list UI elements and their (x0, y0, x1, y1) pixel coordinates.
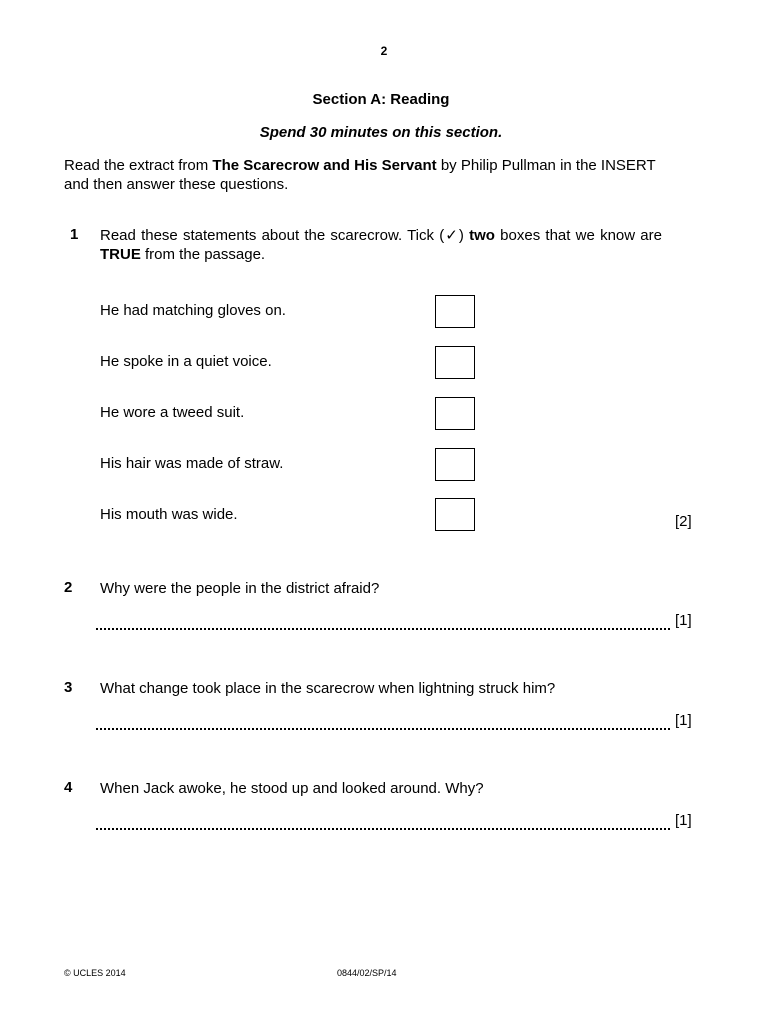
question-4-text: When Jack awoke, he stood up and looked around. Why? (100, 780, 484, 797)
statement-3: He wore a tweed suit. (100, 404, 245, 421)
page-number: 2 (380, 44, 388, 58)
footer-paper-code: 0844/02/SP/14 (337, 968, 397, 978)
book-title: The Scarecrow and His Servant (212, 157, 437, 174)
intro-suffix: by Philip Pullman in the INSERT and then answer these questions. (64, 157, 656, 193)
question-3-marks: [1] (675, 712, 692, 729)
q1-text-b: boxes that we know are (494, 227, 662, 244)
question-2-text: Why were the people in the district afraid? (100, 580, 380, 597)
intro-prefix: Read the extract from (64, 157, 213, 174)
question-1-marks: [2] (675, 513, 692, 530)
statement-5: His mouth was wide. (100, 506, 238, 523)
question-1-text (100, 226, 662, 264)
question-1-number: 1 (70, 226, 79, 243)
question-2-marks: [1] (675, 612, 692, 629)
section-instruction: Spend 30 minutes on this section. (259, 124, 503, 141)
answer-line-4[interactable] (96, 828, 670, 830)
footer-copyright: © UCLES 2014 (64, 968, 126, 978)
answer-line-2[interactable] (96, 628, 670, 630)
tick-box-1[interactable] (435, 295, 475, 328)
question-4-number: 4 (64, 779, 73, 796)
statement-2: He spoke in a quiet voice. (100, 353, 272, 370)
statement-4: His hair was made of straw. (100, 455, 284, 472)
q1-text-c: from the passage. (140, 246, 266, 263)
question-3-text: What change took place in the scarecrow when lightning struck him? (100, 680, 556, 697)
statement-1: He had matching gloves on. (100, 302, 286, 319)
tick-box-5[interactable] (435, 498, 475, 531)
tick-box-3[interactable] (435, 397, 475, 430)
question-3-number: 3 (64, 679, 73, 696)
question-4-marks: [1] (675, 812, 692, 829)
intro-paragraph (64, 156, 674, 194)
q1-text-a: Read these statements about the scarecrow. Tick (✓) (100, 227, 470, 244)
q1-bold-true: TRUE (100, 246, 141, 263)
tick-box-2[interactable] (435, 346, 475, 379)
section-title: Section A: Reading (312, 91, 450, 108)
question-2-number: 2 (64, 579, 73, 596)
answer-line-3[interactable] (96, 728, 670, 730)
tick-box-4[interactable] (435, 448, 475, 481)
q1-bold-two: two (469, 227, 495, 244)
